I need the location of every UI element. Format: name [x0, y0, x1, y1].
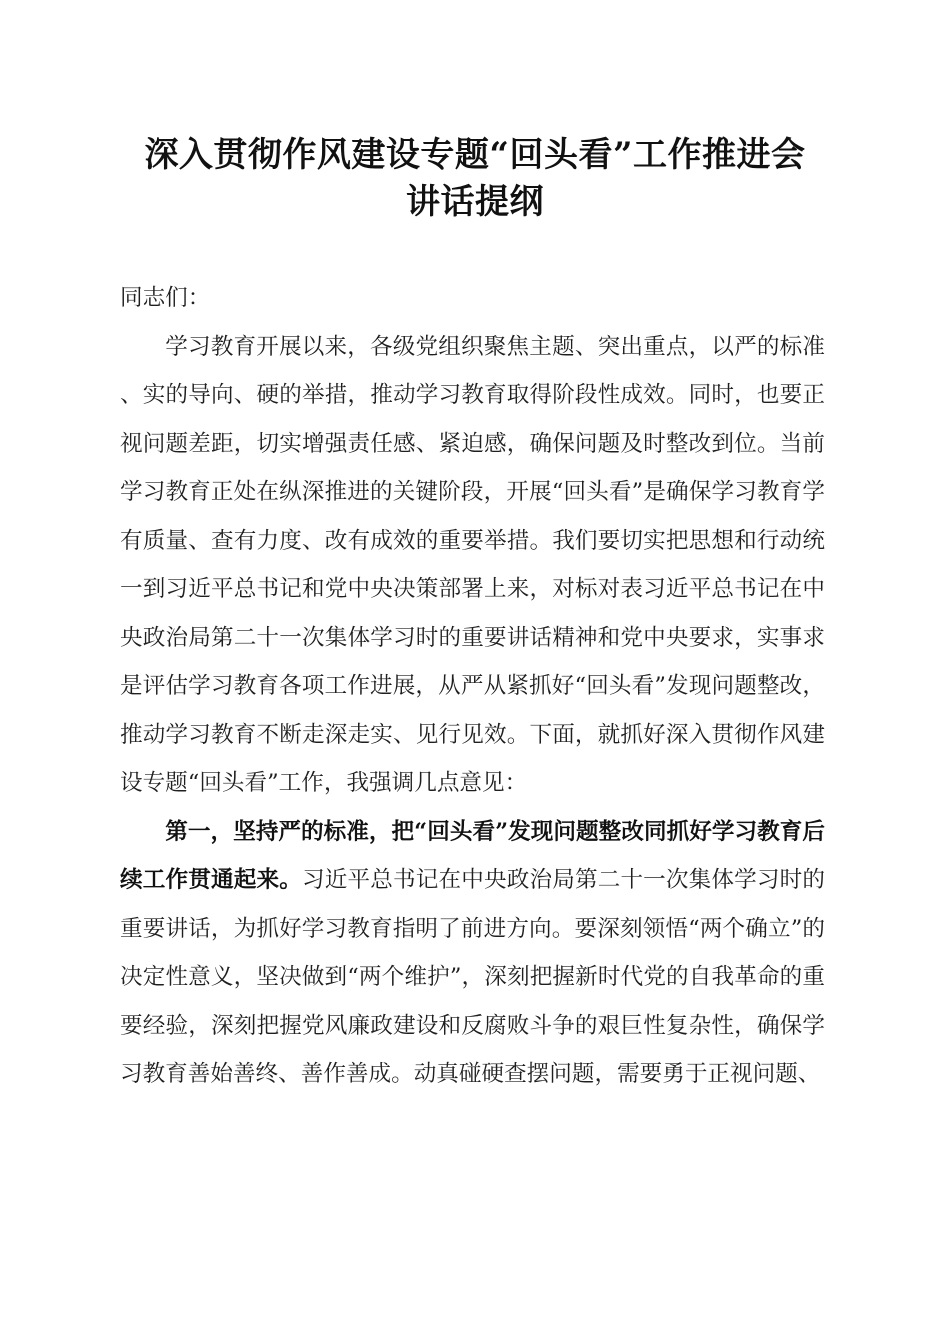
document-title	[110, 132, 840, 226]
paragraph-first-point-lead: 第一，坚持严的标准，把“回头看”发现问题整改同抓好学习教育后续工作贯通起来。	[120, 818, 825, 893]
title-line-2: 讲话提纲	[406, 182, 544, 222]
document-body	[120, 274, 825, 1099]
salutation: 同志们：	[120, 285, 211, 311]
paragraph-first-point	[120, 808, 825, 1099]
title-line-1: 深入贯彻作风建设专题“回头看”工作推进会	[144, 135, 806, 175]
paragraph-intro: 学习教育开展以来，各级党组织聚焦主题、突出重点，以严的标准、实的导向、硬的举措，推动学习教育取得阶段性成效。同时，也要正视问题差距，切实增强责任感、紧迫感，确保问题及时整改到位。当前学习教育正处在纵深推进的关键阶段，开展“回头看”是确保学习教育学有质量、查有力度、改有成效的重要举措。我们要切实把思想和行动统一到习近平总书记和党中央决策部署上来，对标对表习近平总书记在中央政治局第二十一次集体学习时的重要讲话精神和党中央要求，实事求是评估学习教育各项工作进展，从严从紧抓好“回头看”发现问题整改，推动学习教育不断走深走实、见行见效。下面，就抓好深入贯彻作风建设专题“回头看”工作，我强调几点意见：	[120, 333, 825, 796]
paragraph-first-point-body: 习近平总书记在中央政治局第二十一次集体学习时的重要讲话，为抓好学习教育指明了前进方向。要深刻领悟“两个确立”的决定性意义，坚决做到“两个维护”，深刻把握新时代党的自我革命的重要经验，深刻把握党风廉政建设和反腐败斗争的艰巨性复杂性，确保学习教育善始善终、善作善成。动真碰硬查摆问题，需要勇于正视问题、	[120, 867, 826, 1087]
